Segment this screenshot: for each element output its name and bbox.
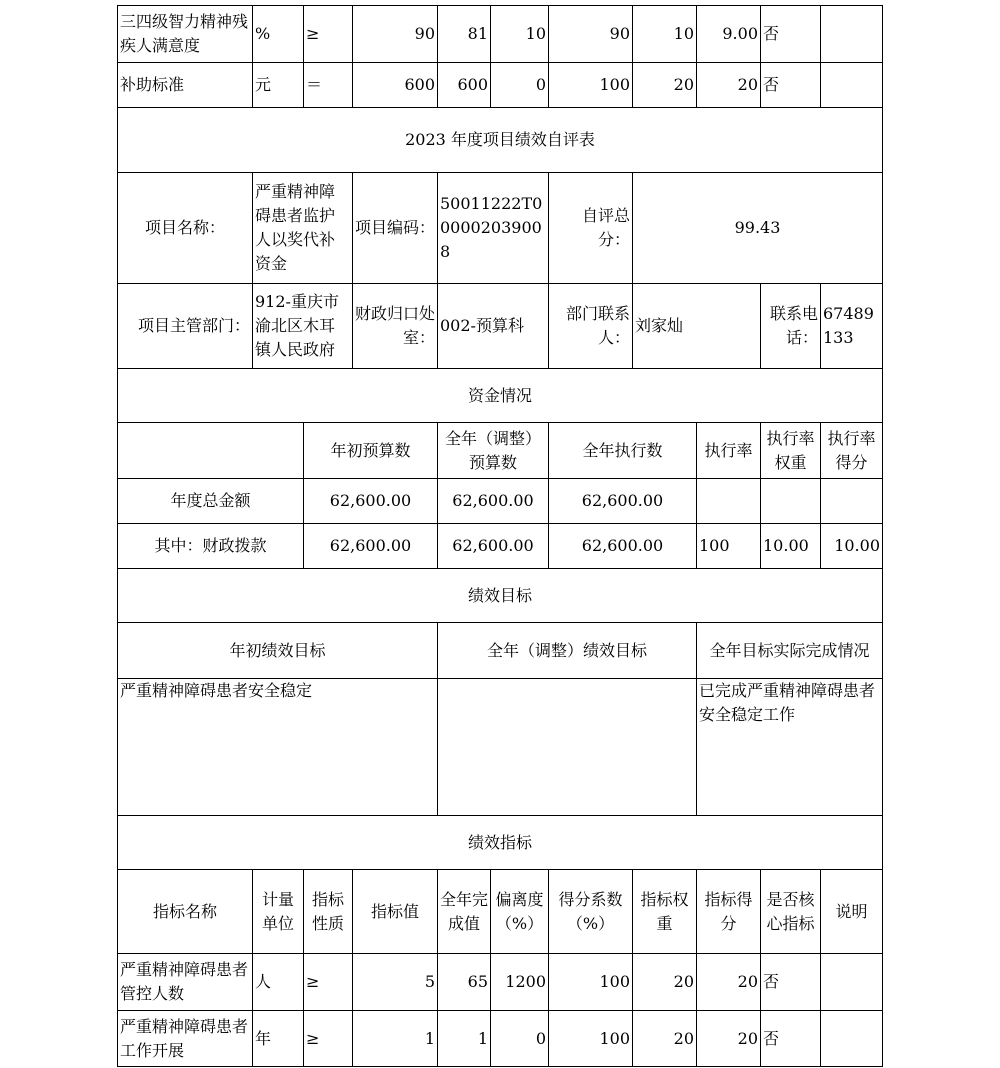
- table-row: [118, 1011, 883, 1067]
- goal-adjusted-text: [438, 679, 697, 816]
- goals-header-adjusted: 全年（调整）绩效目标: [438, 623, 697, 679]
- ind-header-unit: 计量单位: [253, 870, 304, 954]
- indicator-target: 90: [353, 6, 438, 63]
- indicator-deviation: 0: [491, 1011, 549, 1067]
- indicator-deviation: 1200: [491, 954, 549, 1011]
- funds-rate-score: 10.00: [821, 524, 883, 569]
- funds-header-rate: 执行率: [697, 423, 761, 479]
- indicator-coef: 100: [549, 63, 633, 108]
- indicator-score: 20: [697, 1011, 761, 1067]
- contact-value: 刘家灿: [633, 284, 761, 369]
- ind-header-target: 指标值: [353, 870, 438, 954]
- funds-rate-weight: [761, 479, 821, 524]
- indicator-actual: 600: [438, 63, 491, 108]
- performance-self-evaluation-table: [117, 5, 883, 1067]
- indicator-unit: 元: [253, 63, 304, 108]
- funds-adjusted: 62,600.00: [438, 524, 549, 569]
- ind-header-actual: 全年完成值: [438, 870, 491, 954]
- report-title: 2023 年度项目绩效自评表: [118, 108, 883, 173]
- funds-rate-score: [821, 479, 883, 524]
- indicator-actual: 81: [438, 6, 491, 63]
- finance-office-value: 002-预算科: [438, 284, 549, 369]
- indicator-core: 否: [761, 954, 821, 1011]
- indicator-target: 600: [353, 63, 438, 108]
- phone-label: 联系电话：: [761, 284, 821, 369]
- indicator-nature: ≥: [304, 954, 353, 1011]
- self-score-label: 自评总分：: [549, 173, 633, 284]
- finance-office-label: 财政归口处室：: [353, 284, 438, 369]
- goal-actual-text: 已完成严重精神障碍患者安全稳定工作: [697, 679, 883, 816]
- funds-row-label: 年度总金额: [118, 479, 304, 524]
- project-code-label: 项目编码：: [353, 173, 438, 284]
- indicator-actual: 1: [438, 1011, 491, 1067]
- goals-header-actual: 全年目标实际完成情况: [697, 623, 883, 679]
- indicator-weight: 20: [633, 954, 697, 1011]
- goals-header-initial: 年初绩效目标: [118, 623, 438, 679]
- funds-header-rate-weight: 执行率权重: [761, 423, 821, 479]
- funds-adjusted: 62,600.00: [438, 479, 549, 524]
- ind-header-deviation: 偏离度（%）: [491, 870, 549, 954]
- ind-header-score: 指标得分: [697, 870, 761, 954]
- indicator-name: 严重精神障碍患者工作开展: [118, 1011, 253, 1067]
- indicator-note: [821, 6, 883, 63]
- indicator-coef: 90: [549, 6, 633, 63]
- project-code: 50011222T000002039008: [438, 173, 549, 284]
- funds-header-rate-score: 执行率得分: [821, 423, 883, 479]
- indicator-unit: %: [253, 6, 304, 63]
- funds-header-initial: 年初预算数: [304, 423, 438, 479]
- table-row: [118, 954, 883, 1011]
- ind-header-coef: 得分系数（%）: [549, 870, 633, 954]
- indicator-core: 否: [761, 63, 821, 108]
- dept-value: 912-重庆市渝北区木耳镇人民政府: [253, 284, 353, 369]
- goals-section-title: 绩效目标: [118, 569, 883, 623]
- indicator-score: 9.00: [697, 6, 761, 63]
- indicator-score: 20: [697, 954, 761, 1011]
- phone-value: 67489133: [821, 284, 883, 369]
- indicator-core: 否: [761, 1011, 821, 1067]
- indicator-weight: 10: [633, 6, 697, 63]
- table-row: [118, 479, 883, 524]
- indicator-weight: 20: [633, 1011, 697, 1067]
- funds-header-blank: [118, 423, 304, 479]
- ind-header-nature: 指标性质: [304, 870, 353, 954]
- project-name-label: 项目名称：: [118, 173, 253, 284]
- indicator-name: 补助标准: [118, 63, 253, 108]
- indicator-note: [821, 63, 883, 108]
- indicator-deviation: 10: [491, 6, 549, 63]
- indicator-coef: 100: [549, 954, 633, 1011]
- indicator-actual: 65: [438, 954, 491, 1011]
- indicator-unit: 年: [253, 1011, 304, 1067]
- funds-rate: [697, 479, 761, 524]
- funds-initial: 62,600.00: [304, 479, 438, 524]
- table-row: [118, 6, 883, 63]
- ind-header-core: 是否核心指标: [761, 870, 821, 954]
- contact-label: 部门联系人：: [549, 284, 633, 369]
- funds-executed: 62,600.00: [549, 479, 697, 524]
- ind-header-name: 指标名称: [118, 870, 253, 954]
- indicator-nature: ≥: [304, 6, 353, 63]
- funds-header-adjusted: 全年（调整）预算数: [438, 423, 549, 479]
- indicator-target: 5: [353, 954, 438, 1011]
- dept-label: 项目主管部门：: [118, 284, 253, 369]
- goal-initial-text: 严重精神障碍患者安全稳定: [118, 679, 438, 816]
- table-row: [118, 524, 883, 569]
- funds-row-label: 其中：财政拨款: [118, 524, 304, 569]
- ind-header-weight: 指标权重: [633, 870, 697, 954]
- project-name: 严重精神障碍患者监护人以奖代补资金: [253, 173, 353, 284]
- indicator-coef: 100: [549, 1011, 633, 1067]
- indicator-target: 1: [353, 1011, 438, 1067]
- indicator-deviation: 0: [491, 63, 549, 108]
- funds-executed: 62,600.00: [549, 524, 697, 569]
- indicator-name: 三四级智力精神残疾人满意度: [118, 6, 253, 63]
- funds-section-title: 资金情况: [118, 369, 883, 423]
- indicator-core: 否: [761, 6, 821, 63]
- indicator-weight: 20: [633, 63, 697, 108]
- funds-initial: 62,600.00: [304, 524, 438, 569]
- indicator-note: [821, 1011, 883, 1067]
- self-score-value: 99.43: [633, 173, 883, 284]
- indicator-nature: ≥: [304, 1011, 353, 1067]
- table-row: [118, 63, 883, 108]
- funds-rate: 100: [697, 524, 761, 569]
- indicator-note: [821, 954, 883, 1011]
- ind-header-note: 说明: [821, 870, 883, 954]
- funds-rate-weight: 10.00: [761, 524, 821, 569]
- funds-header-executed: 全年执行数: [549, 423, 697, 479]
- indicator-name: 严重精神障碍患者管控人数: [118, 954, 253, 1011]
- indicator-unit: 人: [253, 954, 304, 1011]
- indicator-score: 20: [697, 63, 761, 108]
- indicators-section-title: 绩效指标: [118, 816, 883, 870]
- indicator-nature: ＝: [304, 63, 353, 108]
